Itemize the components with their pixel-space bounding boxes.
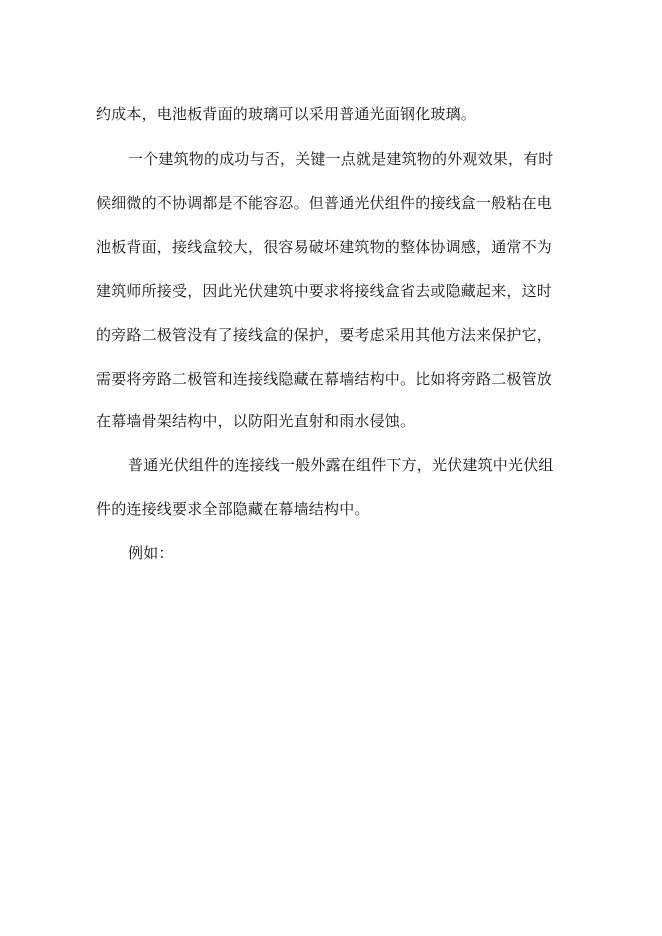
text-line: 在幕墙骨架结构中，以防阳光直射和雨水侵蚀。: [96, 412, 416, 430]
text-line: 需要将旁路二极管和连接线隐藏在幕墙结构中。比如将旁路二极管放: [96, 370, 553, 388]
text-line: 池板背面，接线盒较大，很容易破坏建筑物的整体协调感，通常不为: [96, 238, 553, 256]
text-line: 的旁路二极管没有了接线盒的保护，要考虑采用其他方法来保护它，: [96, 326, 553, 344]
text-line: 候细微的不协调都是不能容忍。但普通光伏组件的接线盒一般粘在电: [96, 194, 553, 212]
text-line: 约成本，电池板背面的玻璃可以采用普通光面钢化玻璃。: [96, 105, 477, 123]
text-line: 件的连接线要求全部隐藏在幕墙结构中。: [96, 500, 370, 518]
text-line: 例如：: [128, 544, 174, 562]
text-line: 建筑师所接受，因此光伏建筑中要求将接线盒省去或隐藏起来，这时: [96, 282, 553, 300]
text-line: 普通光伏组件的连接线一般外露在组件下方，光伏建筑中光伏组: [128, 456, 554, 474]
text-line: 一个建筑物的成功与否，关键一点就是建筑物的外观效果，有时: [128, 150, 554, 168]
